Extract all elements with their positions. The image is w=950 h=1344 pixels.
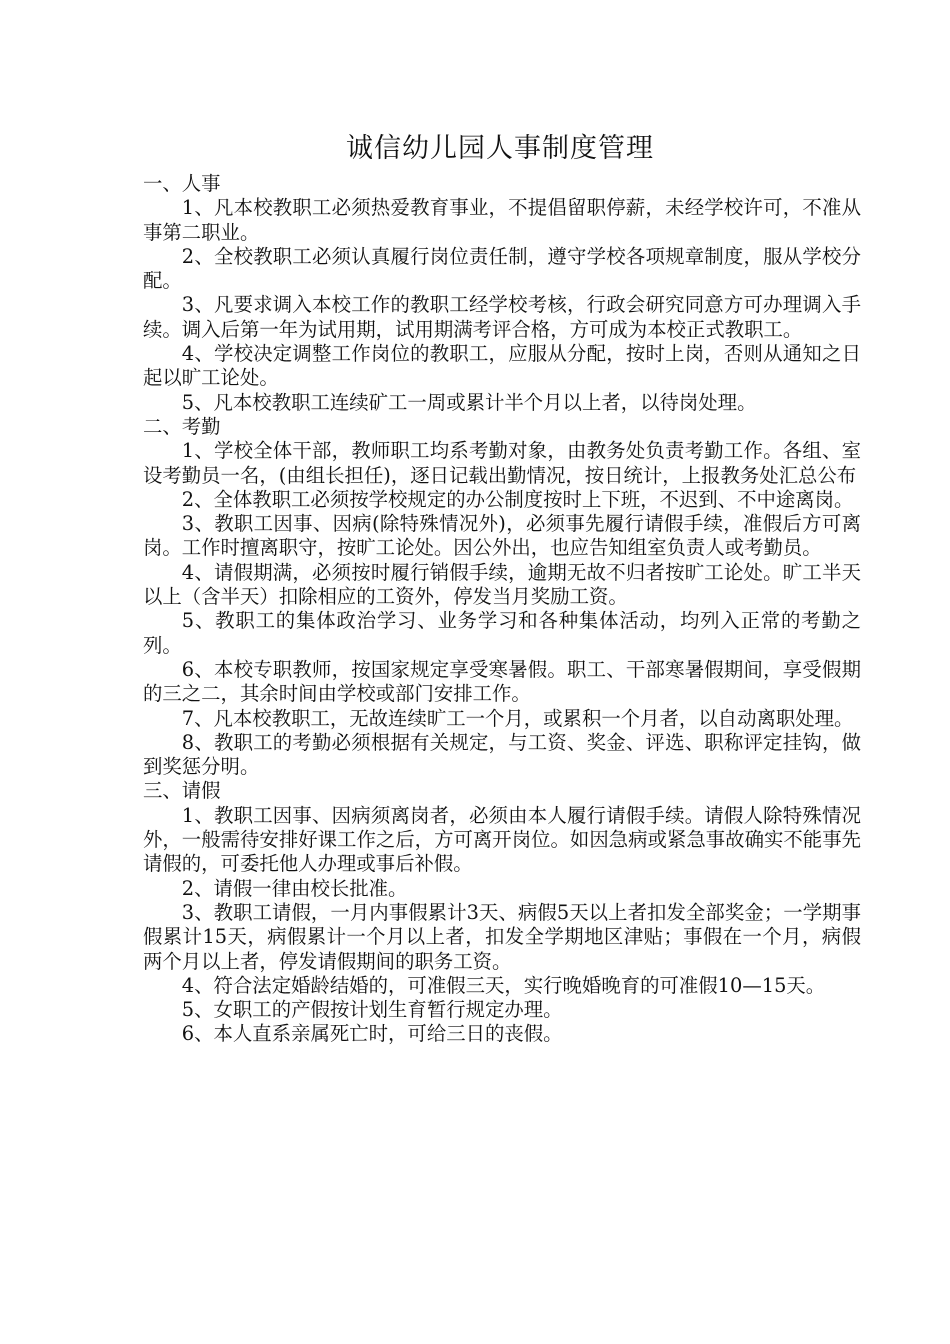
paragraph: 3、教职工请假，一月内事假累计3天、病假5天以上者扣发全部奖金；一学期事假累计15天，病假累计一个月以上者，扣发全学期地区津贴；事假在一个月，病假两个月以上者，停发请假期间的职务工资。 <box>143 900 861 973</box>
paragraph: 4、学校决定调整工作岗位的教职工，应服从分配，按时上岗，否则从通知之日起以旷工论处。 <box>143 342 861 390</box>
section-heading: 二、考勤 <box>143 414 221 438</box>
paragraph: 2、请假一律由校长批准。 <box>181 876 408 900</box>
paragraph: 1、学校全体干部，教师职工均系考勤对象，由教务处负责考勤工作。各组、室设考勤员一名，(由组长担任)，逐日记载出勤情况，按日统计，上报教务处汇总公布 <box>143 439 861 487</box>
document-body <box>143 172 861 1047</box>
section-heading: 三、请假 <box>143 779 221 803</box>
paragraph: 2、全体教职工必须按学校规定的办公制度按时上下班，不迟到、不中途离岗。 <box>181 487 854 511</box>
paragraph: 4、符合法定婚龄结婚的，可准假三天，实行晚婚晚育的可准假10—15天。 <box>181 973 826 997</box>
section-leave <box>143 779 861 1046</box>
paragraph: 5、凡本校教职工连续矿工一周或累计半个月以上者，以待岗处理。 <box>181 390 757 414</box>
paragraph: 1、教职工因事、因病须离岗者，必须由本人履行请假手续。请假人除特殊情况外，一般需待安排好课工作之后，方可离开岗位。如因急病或紧急事故确实不能事先请假的，可委托他人办理或事后补假。 <box>143 803 861 876</box>
section-personnel <box>143 172 861 415</box>
paragraph: 7、凡本校教职工，无故连续旷工一个月，或累积一个月者，以自动离职处理。 <box>181 706 854 730</box>
paragraph: 6、本校专职教师，按国家规定享受寒暑假。职工、干部寒暑假期间，享受假期的三之二，其余时间由学校或部门安排工作。 <box>143 657 861 706</box>
paragraph: 2、全校教职工必须认真履行岗位责任制，遵守学校各项规章制度，服从学校分配。 <box>143 244 861 293</box>
paragraph: 3、教职工因事、因病(除特殊情况外)，必须事先履行请假手续，准假后方可离岗。工作时擅离职守，按旷工论处。因公外出，也应告知组室负责人或考勤员。 <box>143 512 861 560</box>
page-title: 诚信幼儿园人事制度管理 <box>346 133 654 164</box>
paragraph: 5、女职工的产假按计划生育暂行规定办理。 <box>181 998 563 1022</box>
paragraph: 6、本人直系亲属死亡时，可给三日的丧假。 <box>181 1022 563 1046</box>
paragraph: 5、教职工的集体政治学习、业务学习和各种集体活动，均列入正常的考勤之列。 <box>143 609 861 657</box>
section-attendance <box>143 415 861 779</box>
section-heading: 一、人事 <box>143 172 221 195</box>
paragraph: 1、凡本校教职工必须热爱教育事业，不提倡留职停薪，未经学校许可，不准从事第二职业。 <box>143 196 861 244</box>
paragraph: 3、凡要求调入本校工作的教职工经学校考核，行政会研究同意方可办理调入手续。调入后第一年为试用期，试用期满考评合格，方可成为本校正式教职工。 <box>143 293 861 341</box>
paragraph: 4、请假期满，必须按时履行销假手续，逾期无故不归者按旷工论处。旷工半天以上（含半天）扣除相应的工资外，停发当月奖励工资。 <box>143 560 861 609</box>
paragraph: 8、教职工的考勤必须根据有关规定，与工资、奖金、评选、职称评定挂钩，做到奖惩分明。 <box>143 730 861 779</box>
